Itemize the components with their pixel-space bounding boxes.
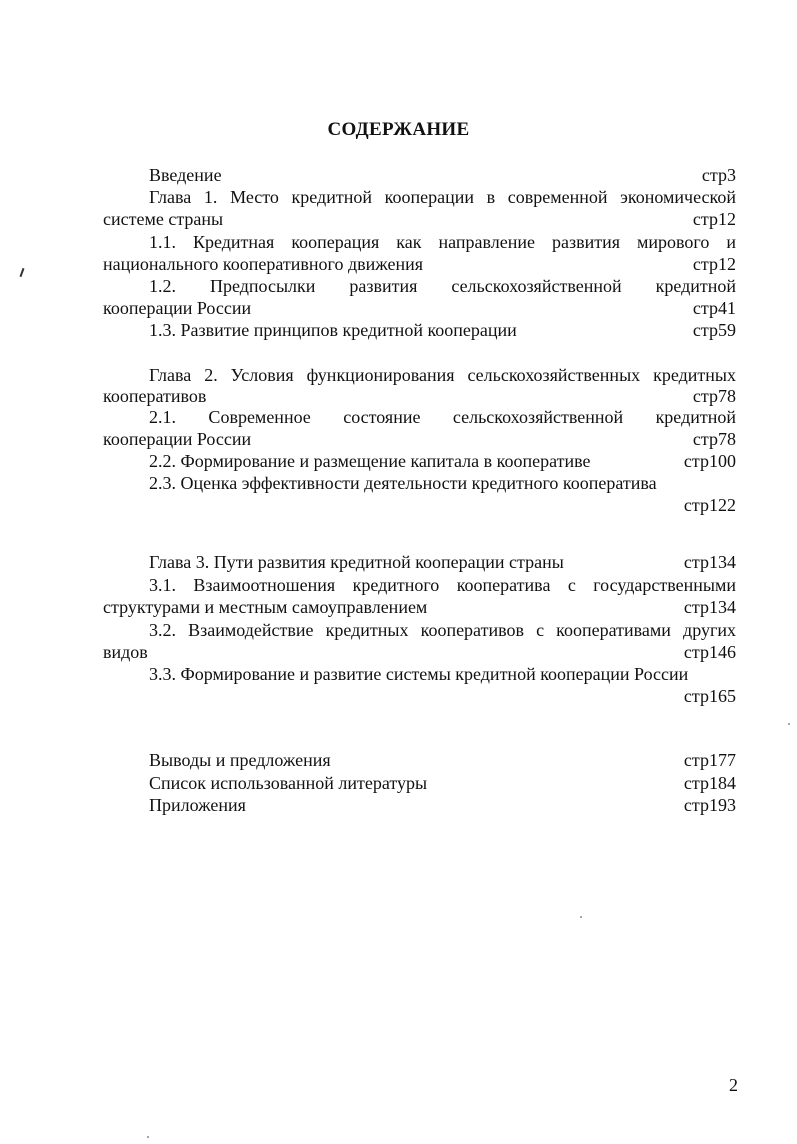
toc-page: стр59 [692, 320, 736, 340]
toc-entry-chapter-1-cont [103, 208, 736, 230]
toc-entry-chapter-2 [149, 364, 736, 386]
toc-page: стр177 [683, 750, 736, 770]
toc-label: Приложения [149, 795, 246, 815]
toc-label: 3.1. Взаимоотношения кредитного кооператива с государственными [149, 575, 736, 595]
toc-label: национального кооперативного движения [103, 254, 423, 274]
toc-entry-3-3-page [103, 685, 736, 707]
toc-page: стр12 [692, 209, 736, 229]
toc-label: Выводы и предложения [149, 750, 331, 770]
toc-entry-literature [149, 772, 736, 794]
toc-label: Глава 3. Пути развития кредитной кооперации страны [149, 552, 564, 572]
toc-page: стр165 [683, 686, 736, 706]
toc-entry-1-2 [149, 275, 736, 297]
toc-label: 3.3. Формирование и развитие системы кредитной кооперации России [149, 664, 689, 684]
toc-label: структурами и местным самоуправлением [103, 597, 428, 617]
scan-mark [20, 268, 25, 277]
toc-label: Глава 1. Место кредитной кооперации в современной экономической [149, 187, 736, 207]
toc-entry-2-2 [149, 450, 736, 472]
toc-entry-1-1-cont [103, 253, 736, 275]
toc-label: 1.3. Развитие принципов кредитной кооперации [149, 320, 517, 340]
toc-label: 2.3. Оценка эффективности деятельности кредитного кооператива [149, 473, 657, 493]
scan-dot [788, 723, 790, 725]
toc-page: стр146 [683, 642, 736, 662]
toc-entry-1-1 [149, 231, 736, 253]
toc-entry-chapter-2-cont [103, 385, 736, 407]
toc-entry-3-2 [149, 619, 736, 641]
page-title: СОДЕРЖАНИЕ [327, 119, 470, 140]
toc-entry-3-1-cont [103, 596, 736, 618]
toc-entry-appendix [149, 794, 736, 816]
toc-entry-1-3 [149, 319, 736, 341]
toc-label: Глава 2. Условия функционирования сельскохозяйственных кредитных [149, 365, 736, 385]
toc-label: Список использованной литературы [149, 773, 428, 793]
toc-label: кооперации России [103, 298, 252, 318]
toc-label: 2.1. Современное состояние сельскохозяйственной кредитной [149, 407, 736, 427]
toc-page: стр134 [683, 597, 736, 617]
toc-entry-3-1 [149, 574, 736, 596]
toc-entry-1-2-cont [103, 297, 736, 319]
toc-page: стр184 [683, 773, 736, 793]
toc-page: стр78 [692, 429, 736, 449]
toc-entry-2-3-page [103, 494, 736, 516]
toc-label: 1.2. Предпосылки развития сельскохозяйственной кредитной [149, 276, 736, 296]
toc-label: 2.2. Формирование и размещение капитала в кооперативе [149, 451, 591, 471]
toc-page: стр122 [683, 495, 736, 515]
toc-label: 3.2. Взаимодействие кредитных кооперативов с кооперативами других [149, 620, 736, 640]
toc-page: стр3 [701, 165, 736, 185]
toc-page: стр41 [692, 298, 736, 318]
toc-entry-2-1 [149, 406, 736, 428]
toc-page: стр12 [692, 254, 736, 274]
toc-entry-3-2-cont [103, 641, 736, 663]
toc-entry-conclusions [149, 749, 736, 771]
toc-label: кооперативов [103, 386, 207, 406]
toc-entry-chapter-3 [149, 551, 736, 573]
toc-page: стр100 [683, 451, 736, 471]
toc-entry-chapter-1 [149, 186, 736, 208]
scan-dot [147, 1136, 149, 1138]
toc-label: кооперации России [103, 429, 252, 449]
toc-page: стр193 [683, 795, 736, 815]
toc-page: стр78 [692, 386, 736, 406]
page-number: 2 [729, 1075, 738, 1095]
toc-label: видов [103, 642, 148, 662]
toc-page: стр134 [683, 552, 736, 572]
scan-dot [580, 916, 582, 918]
toc-label: системе страны [103, 209, 224, 229]
toc-entry-2-1-cont [103, 428, 736, 450]
toc-entry-2-3 [149, 472, 736, 494]
toc-entry-intro [149, 164, 736, 186]
toc-label: Введение [149, 165, 222, 185]
toc-entry-3-3 [149, 663, 736, 685]
toc-label: 1.1. Кредитная кооперация как направление развития мирового и [149, 232, 736, 252]
